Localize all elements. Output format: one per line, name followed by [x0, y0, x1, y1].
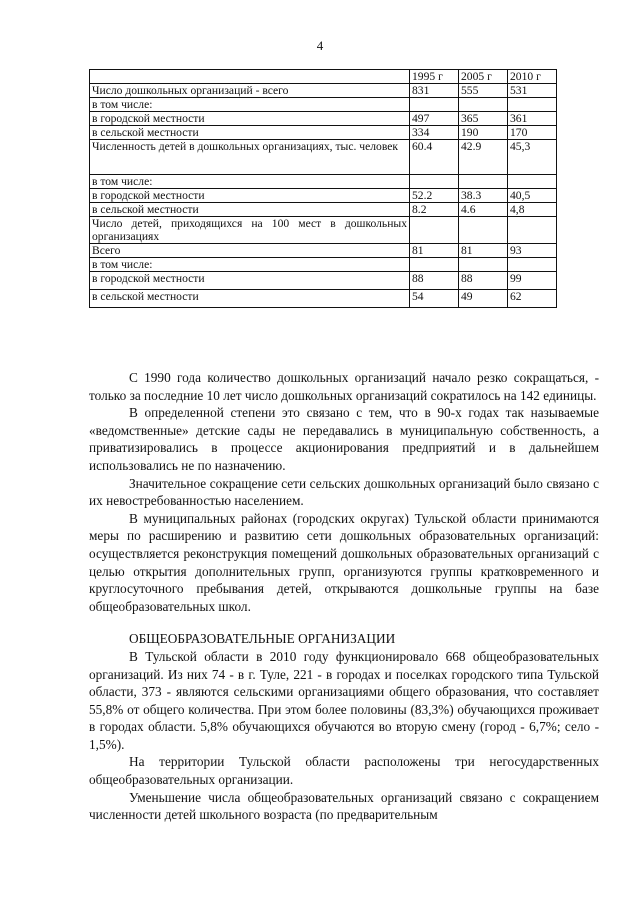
row-value — [459, 98, 508, 112]
preschool-statistics-table — [89, 69, 557, 308]
table-row — [90, 203, 557, 217]
row-value: 49 — [459, 290, 508, 308]
table-row — [90, 126, 557, 140]
row-value: 8.2 — [410, 203, 459, 217]
table-row — [90, 244, 557, 258]
row-value — [459, 175, 508, 189]
paragraph: С 1990 года количество дошкольных организаций начало резко сокращаться, - только за последние 10 лет число дошкольных организаций сократилось на 142 единицы. — [89, 370, 599, 403]
table-row — [90, 272, 557, 290]
row-value: 45,3 — [508, 140, 557, 175]
body-text — [89, 369, 599, 824]
table-row — [90, 98, 557, 112]
row-label: в том числе: — [90, 98, 410, 112]
row-value: 99 — [508, 272, 557, 290]
row-value: 190 — [459, 126, 508, 140]
row-value — [459, 258, 508, 272]
section-heading: ОБЩЕОБРАЗОВАТЕЛЬНЫЕ ОРГАНИЗАЦИИ — [129, 631, 396, 647]
table-header-cell: 1995 г — [410, 70, 459, 84]
row-value — [508, 217, 557, 244]
row-value: 88 — [459, 272, 508, 290]
table-header-cell: 2010 г — [508, 70, 557, 84]
paragraph: Уменьшение числа общеобразовательных организаций связано с сокращением численности детей школьного возраста (по предварительным — [89, 789, 599, 823]
row-value: 831 — [410, 84, 459, 98]
paragraph: В определенной степени это связано с тем, что в 90-х годах так называемые «ведомственные» детские сады не передавались в муниципальную собственность, а приватизировались в процессе акционирования предприятий и в дальнейшем использовались не по назначению. — [89, 405, 599, 473]
page-number: 4 — [316, 38, 324, 53]
row-label: Численность детей в дошкольных организациях, тыс. человек — [90, 140, 410, 175]
table-body — [90, 84, 557, 308]
row-value — [410, 98, 459, 112]
row-value: 60.4 — [410, 140, 459, 175]
table-row — [90, 290, 557, 308]
row-value: 81 — [410, 244, 459, 258]
paragraph: В Тульской области в 2010 году функционировало 668 общеобразовательных организаций. Из них 74 - в г. Туле, 221 - в городах и поселках городского типа Тульской области, 373 - являются сельскими организациями общего образования, что составляет 55,8% от общего количества. При этом более половины (83,3%) обучающихся проживает в городах области. 5,8% обучающихся обучаются во вторую смену (город - 6,7%; село - 1,5%). — [89, 648, 599, 752]
paragraph: На территории Тульской области расположены три негосударственных общеобразовательных организации. — [89, 754, 599, 788]
paragraph: В муниципальных районах (городских округах) Тульской области принимаются меры по расширению и развитию сети дошкольных образовательных организаций: осуществляется реконструкция помещений дошкольных образовательных организаций с целью открытия дополнительных групп, организуются группы кратковременного и круглосуточного пребывания детей, открываются дошкольные группы на базе общеобразовательных школ. — [89, 510, 599, 614]
row-value: 40,5 — [508, 189, 557, 203]
row-value — [508, 175, 557, 189]
row-value — [410, 217, 459, 244]
paragraph: Значительное сокращение сети сельских дошкольных организаций было связано с их невостребованностью населением. — [89, 475, 599, 509]
row-label: Всего — [90, 244, 410, 258]
row-value: 88 — [410, 272, 459, 290]
row-value: 497 — [410, 112, 459, 126]
row-value: 42.9 — [459, 140, 508, 175]
row-value — [410, 175, 459, 189]
row-label: в городской местности — [90, 189, 410, 203]
row-value — [459, 217, 508, 244]
row-value: 54 — [410, 290, 459, 308]
row-value — [508, 98, 557, 112]
row-value: 365 — [459, 112, 508, 126]
row-value — [508, 258, 557, 272]
table-header-cell — [90, 70, 410, 84]
table-row — [90, 217, 557, 244]
table-header-cell: 2005 г — [459, 70, 508, 84]
row-label: в сельской местности — [90, 203, 410, 217]
row-label: Число детей, приходящихся на 100 мест в дошкольных организациях — [90, 217, 410, 244]
row-value: 81 — [459, 244, 508, 258]
row-label: в сельской местности — [90, 290, 410, 308]
row-label: Число дошкольных организаций - всего — [90, 84, 410, 98]
row-label: в том числе: — [90, 175, 410, 189]
row-value: 38.3 — [459, 189, 508, 203]
row-value: 4,8 — [508, 203, 557, 217]
table-row — [90, 189, 557, 203]
row-value: 555 — [459, 84, 508, 98]
row-value: 62 — [508, 290, 557, 308]
table-row — [90, 175, 557, 189]
row-label: в сельской местности — [90, 126, 410, 140]
table-row — [90, 84, 557, 98]
table-row — [90, 140, 557, 175]
row-value: 4.6 — [459, 203, 508, 217]
row-label: в том числе: — [90, 258, 410, 272]
row-label: в городской местности — [90, 272, 410, 290]
table-row — [90, 112, 557, 126]
row-value: 170 — [508, 126, 557, 140]
row-label: в городской местности — [90, 112, 410, 126]
row-value: 361 — [508, 112, 557, 126]
table-row — [90, 258, 557, 272]
row-value: 52.2 — [410, 189, 459, 203]
row-value: 334 — [410, 126, 459, 140]
row-value: 93 — [508, 244, 557, 258]
row-value — [410, 258, 459, 272]
row-value: 531 — [508, 84, 557, 98]
table-header-row — [90, 70, 557, 84]
